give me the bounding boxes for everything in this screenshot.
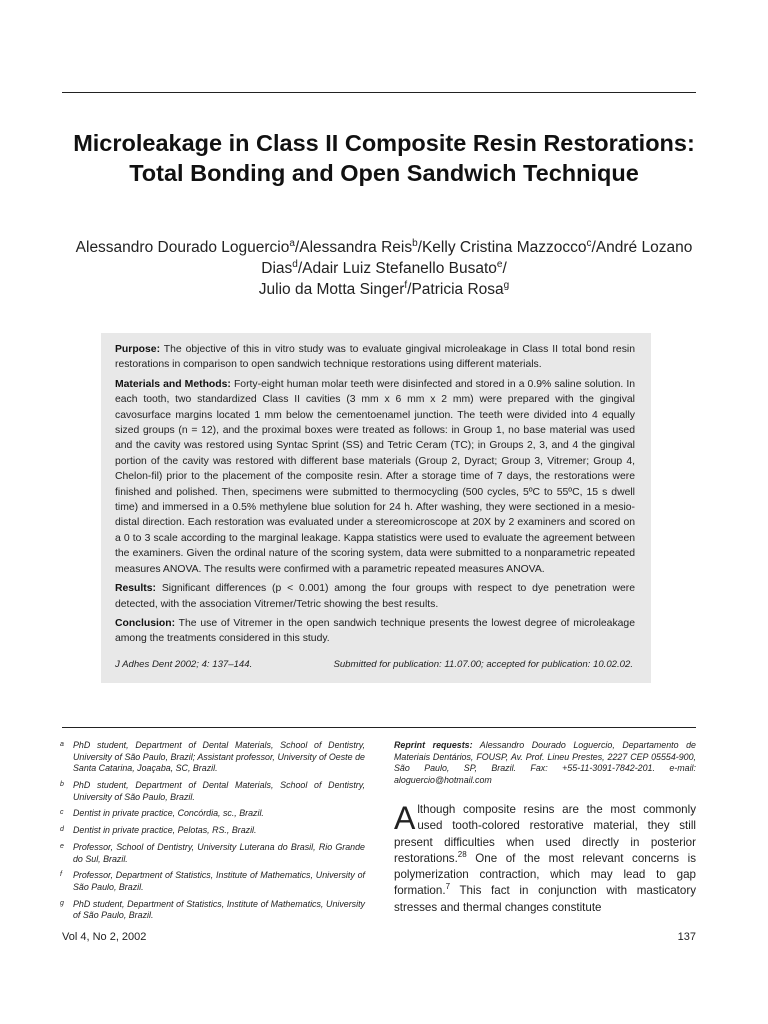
footnote-mark: g <box>60 899 64 907</box>
abstract-conclusion <box>115 616 635 647</box>
author-mark: e <box>496 259 503 270</box>
footnote-text: Dentist in private practice, Concórdia, sc., Brazil. <box>73 808 264 819</box>
footnote-mark: f <box>60 871 62 879</box>
submission-dates: Submitted for publication: 11.07.00; accepted for publication: 10.02.02. <box>333 658 633 670</box>
footnote-text: PhD student, Department of Dental Materials, School of Dentistry, University of São Paulo, Brazil. <box>73 779 365 802</box>
author-mark: g <box>503 280 510 291</box>
conclusion-label: Conclusion: <box>115 617 176 629</box>
page-number: 137 <box>677 931 696 943</box>
footnote-text: Professor, School of Dentistry, University Luterana do Brasil, Rio Grande do Sul, Brazil. <box>73 841 365 864</box>
article-title: Microleakage in Class II Composite Resin Restorations: Total Bonding and Open Sandwich Technique <box>73 130 695 186</box>
citation-line <box>115 657 635 672</box>
purpose-label: Purpose: <box>115 344 161 355</box>
volume-info: Vol 4, No 2, 2002 <box>62 931 147 943</box>
reference-mark: 7 <box>445 882 451 892</box>
footnote <box>60 842 365 865</box>
author-mark: a <box>289 238 295 249</box>
author-name: Alessandra Reis <box>299 239 413 256</box>
author-name: Adair Luiz Stefanello Busato <box>302 260 497 277</box>
methods-label: Materials and Methods: <box>115 378 231 390</box>
methods-text: Forty-eight human molar teeth were disinfected and stored in a 0.9% saline solution. In each tooth, two standardized Class II cavities (3 mm x 6 mm x 2 mm) were prepared with the gingival cavosurface margins located 1 mm below the cementoenamel junction. The teeth were divided into 4 equally sized groups (n = 12), and the proximal boxes were treated as follows: in Group 1, no base material was used and the cavity was restored using Syntac Sprint (SS) and Tetric Ceram (TC); in Groups 2, 3, and 4 the gingival portion of the cavity was restored with different base materials (Group 2, Dyract; Group 3, Vitremer; Group 4, Chelon-fil) prior to the placement of the composite resin. After a storage time of 7 days, the restorations were finished and polished. Then, specimens were submitted to thermocycling (500 cycles, 5ºC to 55ºC, 15 s dwell time) and immersed in a 0.5% methylene blue solution for 24 h. After washing, they were sectioned in a mesio-distal direction. Each restoration was evaluated under a stereomicroscope at 20X by 2 examiners and scored on a 0 to 3 scale according to the marginal leakage. Kappa statistics were used to evaluate the agreement between the examiners. Given the ordinal nature of the scoring system, data were submitted to a nonparametric repeated measures ANOVA. The results were confirmed with a parametric repeated measures ANOVA. <box>115 378 635 575</box>
author-name: Patricia Rosa <box>411 281 504 298</box>
results-text: Significant differences (p < 0.001) among the four groups with respect to dye penetration were detected, with the association Vitremer/Tetric showing the best results. <box>115 583 636 610</box>
intro-text: One of the most relevant concerns is polymerization contraction, which may lead to gap formation. <box>394 851 696 898</box>
abstract-methods <box>115 377 635 577</box>
author-mark: c <box>586 238 592 249</box>
footnote-mark: b <box>60 780 64 788</box>
author-mark: d <box>292 259 298 270</box>
reprint-text: Alessandro Dourado Loguercio, Departamento de Materiais Dentários, FOUSP, Av. Prof. Lineu Prestes, 2227 CEP 05554-900, São Paulo, SP, Brazil. Fax: +55-11-3091-7842-201. e-mail: aloguercio@hotmail.com <box>394 740 696 785</box>
abstract-box <box>101 333 651 683</box>
author-name: Kelly Cristina Mazzocco <box>421 239 587 256</box>
footnote-mark: a <box>60 741 64 748</box>
purpose-text: The objective of this in vitro study was to evaluate gingival microleakage in Class II total bond resin restorations in comparison to open sandwich technique restorations using different materials. <box>115 344 635 371</box>
footnote <box>60 870 365 893</box>
footnote-rule <box>62 727 696 728</box>
footnote-text: PhD student, Department of Statistics, Institute of Mathematics, University of São Paulo, Brazil. <box>73 898 365 921</box>
author-mark: f <box>404 280 408 291</box>
footnote-mark: c <box>60 809 64 817</box>
introduction-paragraph <box>394 802 696 916</box>
author-list: Alessandro Dourado Loguercio$^a$/Alessandra Reis$^b$/Kelly Cristina Mazzocco$^c$/André Lozano Dias$^d$/Adair Luiz Stefanello Busato$^e$/ Julio da Motta Singer$^f$/Patricia Rosa$^g$ <box>75 238 693 298</box>
abstract-results <box>115 581 635 612</box>
footnote <box>60 899 365 922</box>
footnote-text: PhD student, Department of Dental Materials, School of Dentistry, University of São Paulo, Brazil; Assistant professor, University of Oeste de Santa Catarina, Joaçaba, SC, Brazil. <box>73 740 365 774</box>
abstract-purpose <box>115 342 635 373</box>
intro-text: lthough composite resins are the most commonly used tooth-colored restorative material, they still present difficulties when used directly in posterior restorations. <box>394 803 696 865</box>
footnote-text: Dentist in private practice, Pelotas, RS., Brazil. <box>73 825 257 836</box>
footnote-mark: d <box>60 826 64 834</box>
affiliation-footnotes <box>60 740 365 927</box>
header-rule <box>62 92 696 93</box>
footnote-text: Professor, Department of Statistics, Institute of Mathematics, University of São Paulo, Brazil. <box>73 870 365 892</box>
reference-mark: 28 <box>457 849 467 859</box>
footnote-mark: e <box>60 842 64 850</box>
drop-cap: A <box>394 800 416 836</box>
reprint-label: Reprint requests: <box>394 740 473 750</box>
footnote <box>60 825 365 837</box>
journal-citation: J Adhes Dent 2002; 4: 137–144. <box>115 658 253 670</box>
conclusion-text: The use of Vitremer in the open sandwich technique presents the lowest degree of microleakage among the treatments considered in this study. <box>115 617 635 645</box>
author-name: Alessandro Dourado Loguercio <box>75 239 290 256</box>
intro-text: This fact in conjunction with masticatory stresses and thermal changes constitute <box>394 884 696 914</box>
results-label: Results: <box>115 583 156 595</box>
footnote <box>60 780 365 803</box>
author-mark: b <box>412 238 418 249</box>
footnote <box>60 808 365 820</box>
author-name: Julio da Motta Singer <box>258 281 405 298</box>
footnote <box>60 740 365 775</box>
reprint-requests <box>394 740 696 786</box>
author-name: André Lozano Dias <box>261 239 693 277</box>
